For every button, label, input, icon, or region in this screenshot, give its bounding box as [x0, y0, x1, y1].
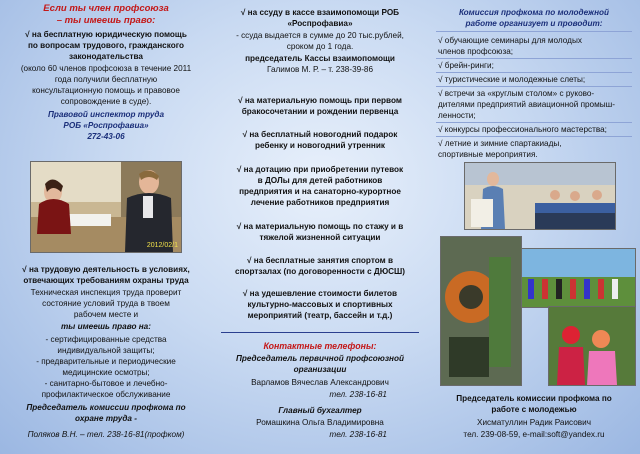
youth-divider: [436, 86, 632, 87]
youth-title: Комиссия профкома по молодежной: [458, 8, 610, 17]
benefit-line: лечение работников предприятия: [250, 198, 390, 207]
rights-label: ты имеешь право на:: [61, 322, 151, 331]
youth-activity: √ летние и зимние спартакиады,: [438, 139, 562, 148]
youth-divider: [436, 58, 632, 59]
youth-activity: спортивные мероприятия.: [438, 150, 538, 159]
safety-line: отвечающих требованиям охраны труда: [23, 276, 189, 285]
benefit-line: бракосочетании и рождении первенца: [241, 107, 399, 116]
photo-machinery: [440, 236, 522, 386]
loan-contact: Галимов М. Р. – т. 238-39-86: [266, 65, 374, 74]
benefit-line: √ на материальную помощь при первом: [238, 96, 402, 105]
youth-chair-title: Председатель комиссии профкома по: [456, 394, 612, 403]
president-name: Варламов Вячеслав Александрович: [251, 378, 389, 387]
rights-subtitle: – ты имеешь право:: [56, 16, 156, 26]
benefit-line: √ на дотацию при приобретении путевок: [236, 165, 404, 174]
youth-chair-title: работе с молодежью: [491, 405, 577, 414]
photo-legal-consultation: [30, 161, 182, 253]
youth-activity: членов профсоюза;: [438, 47, 514, 56]
benefit-line: √ на бесплатные занятия спортом в: [247, 256, 393, 265]
contacts-title: Контактные телефоны:: [263, 341, 377, 351]
benefit-line: √ на материальную помощь по стажу и в: [236, 222, 404, 231]
photo-sports-team: [503, 248, 636, 308]
photo-rescue-team: [548, 306, 636, 386]
photo-legal-consultation-image: [31, 162, 181, 252]
column-rights: [0, 0, 212, 454]
legal-stat-line: консультационную помощь и правовое: [32, 86, 180, 95]
youth-activity: √ конкурсы профессионального мастерства;: [438, 125, 607, 134]
accountant-title: Главный бухгалтер: [278, 406, 362, 415]
photo-machinery-image: [441, 237, 521, 385]
benefit-line: спортзалах (по договоренности с ДЮСШ): [235, 267, 405, 276]
legal-help-line: √ на бесплатную юридическую помощь: [25, 30, 187, 39]
benefit-line: √ на бесплатный новогодний подарок: [242, 130, 398, 139]
loan-line: «Роспрофавиа»: [287, 19, 353, 28]
legal-stat-line: (около 60 членов профсоюза в течение 2011: [20, 64, 192, 73]
right-item: медицинские осмотры;: [62, 368, 150, 377]
legal-help-line: законодательства: [69, 52, 143, 61]
safety-chair-contact: Поляков В.Н. – тел. 238-16-81(профком): [27, 430, 185, 439]
inspector-phone: 272-43-06: [87, 132, 125, 141]
youth-divider: [436, 72, 632, 73]
youth-title: работе организует и проводит:: [465, 19, 603, 28]
right-item: - санитарно-бытовое и лечебно-: [44, 379, 168, 388]
safety-chair-title: Председатель комиссии профкома по: [26, 403, 186, 412]
benefit-line: мероприятий (театр, бассейн и т.д.): [247, 311, 393, 320]
loan-line: √ на ссуду в кассе взаимопомощи РОБ: [240, 8, 400, 17]
inspector-title: Правовой инспектор труда: [47, 110, 165, 119]
column-benefits: [213, 0, 427, 454]
president-phone: тел. 238-16-81: [329, 390, 387, 399]
rights-title: Если ты член профсоюза: [43, 4, 169, 14]
youth-activity: √ туристические и молодежные слеты;: [438, 75, 586, 84]
benefit-line: культурно-массовых и спортивных: [247, 300, 393, 309]
youth-activity: ленности;: [438, 111, 476, 120]
right-item: индивидуальной защиты;: [57, 346, 155, 355]
photo-rescue-team-image: [549, 307, 635, 385]
loan-line: - ссуда выдается в сумме до 20 тыс.рублей,: [236, 31, 404, 40]
photo-timestamp: 2012/02/1: [146, 242, 178, 249]
youth-divider: [436, 136, 632, 137]
youth-divider: [436, 122, 632, 123]
loan-line: сроком до 1 года.: [286, 42, 354, 51]
right-item: - предварительные и периодические: [36, 357, 176, 366]
president-title: Председатель первичной профсоюзной: [236, 354, 404, 363]
contacts-divider: [221, 332, 419, 333]
youth-chair-contact: тел. 239-08-59, e-mail:soft@yandex.ru: [463, 430, 605, 439]
legal-help-line: по вопросам трудового, гражданского: [27, 41, 185, 50]
benefit-line: ребенку и новогодний утренник: [254, 141, 386, 150]
youth-chair-name: Хисматуллин Радик Раисович: [476, 418, 591, 427]
inspection-line: состояние условий труда в твоем: [42, 299, 170, 308]
benefit-line: предприятия и на санаторно-курортное: [239, 187, 401, 196]
accountant-name: Ромашкина Ольга Владимировна: [256, 418, 384, 427]
photo-seminar: [464, 162, 616, 230]
safety-chair-title: охране труда -: [75, 414, 137, 423]
benefit-line: тяжелой жизненной ситуации: [259, 233, 381, 242]
photo-sports-team-image: [504, 249, 635, 307]
youth-activity: дителями предприятий авиационной промыш-: [438, 100, 615, 109]
youth-activity: √ встречи за «круглым столом» с руково-: [438, 89, 595, 98]
loan-chair: председатель Кассы взаимопомощи: [245, 54, 395, 63]
safety-line: √ на трудовую деятельность в условиях,: [22, 265, 190, 274]
benefit-line: √ на удешевление стоимости билетов: [242, 289, 398, 298]
legal-stat-line: сопровождение в суде).: [60, 97, 152, 106]
inspector-org: РОБ «Роспрофавиа»: [63, 121, 149, 130]
inspection-line: Техническая инспекция труда проверит: [30, 288, 182, 297]
president-title: организации: [293, 365, 347, 374]
right-item: - сертифицированные средства: [45, 335, 167, 344]
inspection-line: рабочем месте и: [73, 310, 139, 319]
legal-stat-line: года получили бесплатную: [54, 75, 158, 84]
youth-divider: [436, 31, 632, 32]
benefit-line: в ДОЛы для детей работников: [257, 176, 383, 185]
right-item: профилактическое обслуживание: [41, 390, 171, 399]
photo-seminar-image: [465, 163, 615, 229]
accountant-phone: тел. 238-16-81: [329, 430, 387, 439]
youth-activity: √ обучающие семинары для молодых: [438, 36, 582, 45]
youth-activity: √ брейн-ринги;: [438, 61, 494, 70]
